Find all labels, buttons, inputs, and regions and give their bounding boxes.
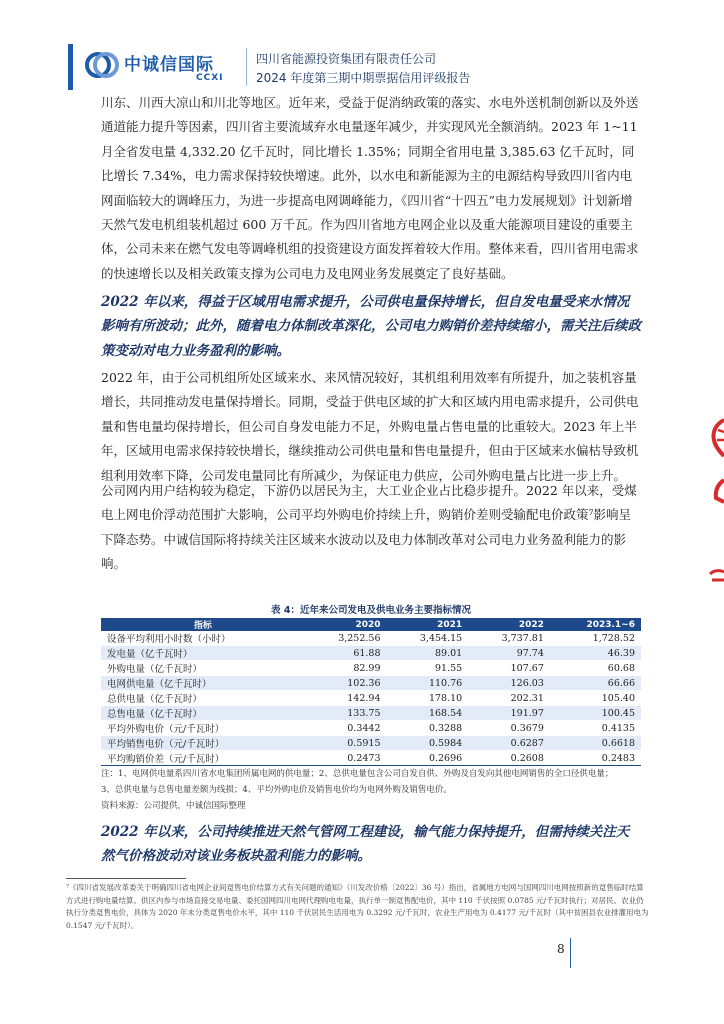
table-cell: 105.40 xyxy=(550,691,641,706)
table-cell: 102.36 xyxy=(305,676,387,691)
table-row xyxy=(101,646,641,661)
table-cell: 191.97 xyxy=(468,706,550,721)
table-cell: 66.66 xyxy=(550,676,641,691)
table-cell: 0.6618 xyxy=(550,736,641,751)
table-cell: 0.3442 xyxy=(305,721,387,736)
table-cell: 设备平均利用小时数（小时） xyxy=(101,631,305,646)
table-cell: 110.76 xyxy=(387,676,469,691)
table-cell: 0.3288 xyxy=(387,721,469,736)
paragraph-2: 2022 年，由于公司机组所处区域来水、来风情况较好，其机组利用效率有所提升，加之装机容量增长，共同推动发电量保持增长。同期，受益于供电区域的扩大和区域内用电需求提升，公司供电量和售电量均保持增长，但公司自身发电能力不足，外购电量占售电量的比重较大。2023 年上半年，区域用电需求保持较快增长，继续推动公司供电量和售电量提升，但由于区域来水偏枯导致机组利用效率下降，公司发电量同比有所减少，为保证电力供应，公司外购电量占比进一步上升。 xyxy=(101,370,639,483)
table-cell: 外购电量（亿千瓦时） xyxy=(101,661,305,676)
table-cell: 0.2483 xyxy=(550,751,641,766)
table-row xyxy=(101,676,641,691)
logo-chinese-name: 中诚信国际 xyxy=(124,55,214,75)
ccxi-logo-icon xyxy=(84,48,120,82)
table-cell: 0.2696 xyxy=(387,751,469,766)
company-name: 四川省能源投资集团有限责任公司 xyxy=(256,52,437,66)
table-cell: 0.2473 xyxy=(305,751,387,766)
table-cell: 61.88 xyxy=(305,646,387,661)
table-note-1: 注：1、电网供电量系四川省水电集团所属电网的供电量；2、总供电量包含公司自发自供、外购及自发向其他电网销售的全口径供电量； xyxy=(101,769,614,779)
table-row xyxy=(101,721,641,736)
table-source: 资料来源：公司提供，中诚信国际整理 xyxy=(101,801,246,811)
table-header-cell: 指标 xyxy=(101,618,305,631)
table-header-cell: 2023.1~6 xyxy=(550,618,641,631)
table-header-cell: 2022 xyxy=(468,618,550,631)
table-cell: 平均外购电价（元/千瓦时） xyxy=(101,721,305,736)
paragraph-3: 公司网内用户结构较为稳定，下游仍以居民为主，大工业企业占比稳步提升。2022 年以来，受煤电上网电价浮动范围扩大影响，公司平均外购电价持续上升，购销价差则受输配电价政策⁷影响呈下降态势。中诚信国际将持续关注区域来水波动以及电力体制改革对公司电力业务盈利能力的影响。 xyxy=(101,483,637,572)
table-cell: 3,252.56 xyxy=(305,631,387,646)
table-cell: 总售电量（亿千瓦时） xyxy=(101,706,305,721)
table-cell: 0.4135 xyxy=(550,721,641,736)
page-number-divider xyxy=(570,938,571,968)
page-number: 8 xyxy=(557,942,565,956)
bold-summary-1: 2022 年以来，得益于区域用电需求提升，公司供电量保持增长，但自发电量受来水情况影响有所波动；此外，随着电力体制改革深化，公司电力购销价差持续缩小，需关注后续政策变动对电力业务盈利的影响。 xyxy=(101,294,641,359)
table-cell: 133.75 xyxy=(305,706,387,721)
table-cell: 97.74 xyxy=(468,646,550,661)
table-note-2: 3、总供电量与总售电量差额为线损；4、平均外购电价及销售电价均为电网外购及销售电价。 xyxy=(101,785,452,795)
table-cell: 3,454.15 xyxy=(387,631,469,646)
table-cell: 202.31 xyxy=(468,691,550,706)
table-cell: 168.54 xyxy=(387,706,469,721)
table-cell: 平均销售电价（元/千瓦时） xyxy=(101,736,305,751)
table-row xyxy=(101,691,641,706)
table-cell: 3,737.81 xyxy=(468,631,550,646)
footnote-7: ⁷《四川省发展改革委关于明确四川省电网企业间趸售电价结算方式有关问题的通知》（川发改价格〔2022〕36 号）指出，省属地方电网与国网四川电网按照新的趸售临时结算方式进行购电量结算。供区内参与市场直接交易电量、委托国网四川电网代理购电电量，执行单一制趸售配电价，其中 110 千伏按照 0.0785 元/千瓦时执行；对居民、农业仍执行分类趸售电价，具体为 2020 年末分类趸售电价水平，其中 110 千伏居民生活用电为 0.3292 元/千瓦时，农业生产用电为 0.4177 元/千瓦时（其中贫困县农业排灌用电为 0.1547 元/千瓦时）。 xyxy=(66,883,649,930)
red-seal-fragment-icon xyxy=(706,560,724,590)
table-row xyxy=(101,751,641,766)
indicator-table xyxy=(101,618,641,766)
table-row xyxy=(101,736,641,751)
red-seal-fragment-icon xyxy=(706,478,724,518)
logo-english-name: CCXI xyxy=(196,73,224,83)
table-header-cell: 2021 xyxy=(387,618,469,631)
header-divider xyxy=(246,48,247,86)
table-cell: 178.10 xyxy=(387,691,469,706)
table-header-cell: 2020 xyxy=(305,618,387,631)
table-cell: 82.99 xyxy=(305,661,387,676)
table-row xyxy=(101,661,641,676)
table-cell: 60.68 xyxy=(550,661,641,676)
paragraph-1: 川东、川西大凉山和川北等地区。近年来，受益于促消纳政策的落实、水电外送机制创新以及外送通道能力提升等因素，四川省主要流域弃水电量逐年减少，并实现风光全额消纳。2023 年 1~11 月全省发电量 4,332.20 亿千瓦时，同比增长 1.35%；同期全省用电量 3,385.63 亿千瓦时，同比增长 7.34%，电力需求保持较快增速。此外，以水电和新能源为主的电源结构导致四川省内电网面临较大的调峰压力，为进一步提高电网调峰能力，《四川省“十四五”电力发展规划》计划新增天然气发电机组装机超过 600 万千瓦。作为四川省地方电网企业以及重大能源项目建设的重要主体，公司未来在燃气发电等调峰机组的投资建设方面发挥着较大作用。整体来看，四川省用电需求的快速增长以及相关政策支撑为公司电力及电网业务发展奠定了良好基础。 xyxy=(101,95,639,281)
table-cell: 0.5915 xyxy=(305,736,387,751)
table-cell: 发电量（亿千瓦时） xyxy=(101,646,305,661)
table-title: 表 4：近年来公司发电及供电业务主要指标情况 xyxy=(271,605,471,616)
red-seal-fragment-icon xyxy=(706,418,724,458)
footnote-divider xyxy=(66,878,186,879)
table-cell: 142.94 xyxy=(305,691,387,706)
table-cell: 126.03 xyxy=(468,676,550,691)
table-header-row xyxy=(101,618,641,631)
page-header xyxy=(0,0,724,100)
bold-summary-2: 2022 年以来，公司持续推进天然气管网工程建设，输气能力保持提升，但需持续关注天然气价格波动对该业务板块盈利能力的影响。 xyxy=(101,824,630,865)
table-cell: 0.6287 xyxy=(468,736,550,751)
table-cell: 91.55 xyxy=(387,661,469,676)
table-cell: 107.67 xyxy=(468,661,550,676)
table-row xyxy=(101,706,641,721)
table-cell: 0.5984 xyxy=(387,736,469,751)
ccxi-logo xyxy=(84,46,234,86)
table-row xyxy=(101,631,641,646)
header-accent-bar xyxy=(68,44,73,90)
table-cell: 1,728.52 xyxy=(550,631,641,646)
table-cell: 0.2608 xyxy=(468,751,550,766)
table-cell: 0.3679 xyxy=(468,721,550,736)
table-cell: 89.01 xyxy=(387,646,469,661)
report-title: 2024 年度第三期中期票据信用评级报告 xyxy=(256,71,471,85)
table-cell: 100.45 xyxy=(550,706,641,721)
table-cell: 总供电量（亿千瓦时） xyxy=(101,691,305,706)
table-cell: 46.39 xyxy=(550,646,641,661)
table-cell: 电网供电量（亿千瓦时） xyxy=(101,676,305,691)
table-cell: 平均购销价差（元/千瓦时） xyxy=(101,751,305,766)
